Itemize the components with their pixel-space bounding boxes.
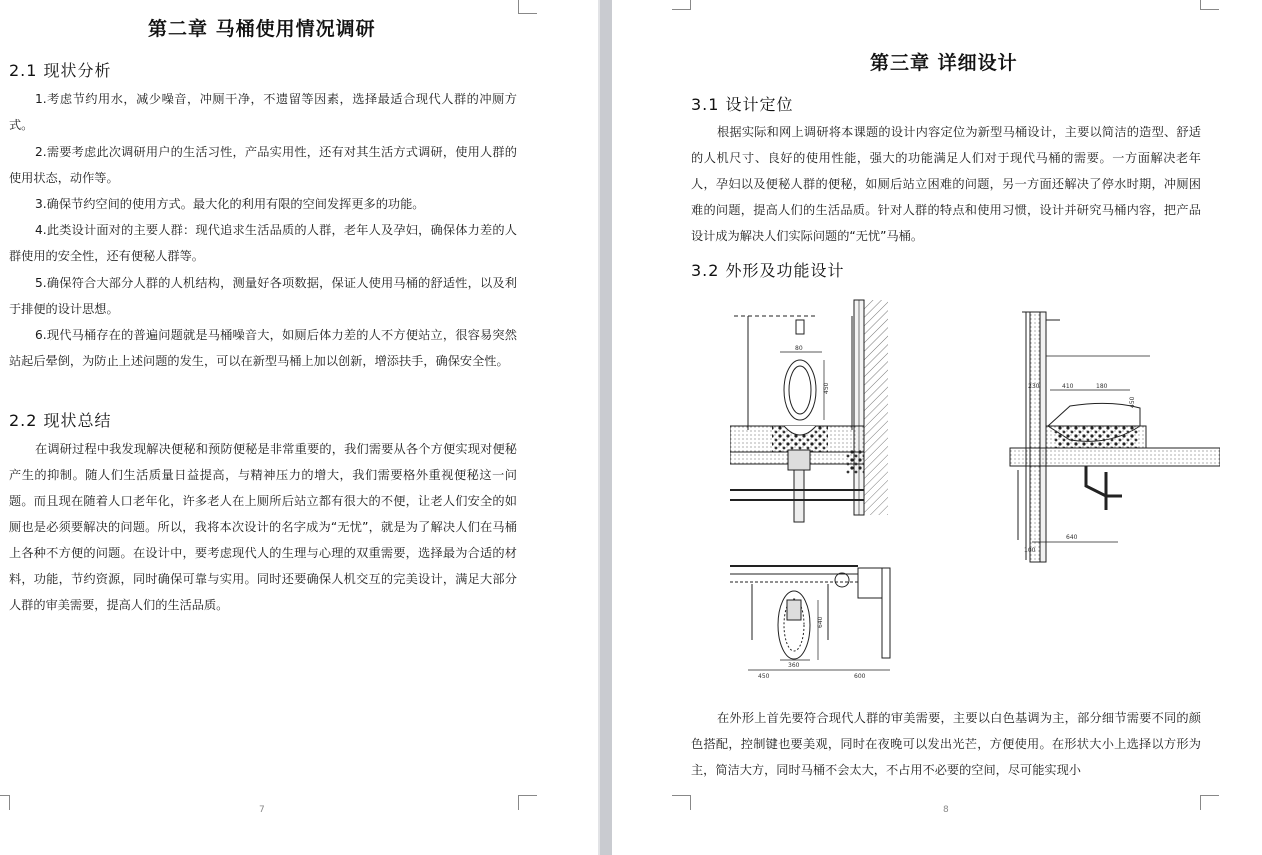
dimension-label: 230 xyxy=(1028,383,1040,390)
crop-mark xyxy=(0,795,10,810)
chapter-title: 第二章 马桶使用情况调研 xyxy=(148,18,376,40)
toilet-technical-drawing xyxy=(730,290,1220,690)
dimension-label: 100 xyxy=(1024,547,1036,554)
dimension-label: 640 xyxy=(1066,534,1078,541)
page-number: 8 xyxy=(943,805,949,815)
chapter-title: 第三章 详细设计 xyxy=(870,52,1018,74)
dimension-label: 450 xyxy=(1129,396,1136,408)
dimension-label: 450 xyxy=(823,382,830,394)
list-item: 4.此类设计面对的主要人群：现代追求生活品质的人群，老年人及孕妇，确保体力差的人群使用的安全性，还有便秘人群等。 xyxy=(9,223,517,263)
dimension-label: 600 xyxy=(854,673,866,680)
section-heading: 3.2 外形及功能设计 xyxy=(691,261,845,280)
dimension-label: 80 xyxy=(795,345,803,352)
side-view xyxy=(1010,312,1220,562)
crop-mark xyxy=(518,795,537,810)
list-item: 2.需要考虑此次调研用户的生活习性，产品实用性，还有对其生活方式调研，使用人群的使用状态，动作等。 xyxy=(9,145,517,185)
dimension-label: 640 xyxy=(817,616,824,628)
positioning-paragraph: 根据实际和网上调研将本课题的设计内容定位为新型马桶设计，主要以简洁的造型、舒适的人机尺寸、良好的使用性能，强大的功能满足人们对于现代马桶的需要。一方面解决老年人，孕妇以及便秘人群的便秘，如厕后站立困难的问题，另一方面还解决了停水时期，冲厕困难的问题，提高人们的生活品质。针对人群的特点和使用习惯，设计并研究马桶内容，把产品设计成为解决人们实际问题的“无忧”马桶。 xyxy=(691,125,1201,243)
document-page-left xyxy=(0,0,598,855)
crop-mark xyxy=(518,0,537,14)
page-number: 7 xyxy=(259,805,265,815)
dimension-label: 450 xyxy=(758,673,770,680)
document-page-right xyxy=(612,0,1262,855)
front-view xyxy=(730,300,888,522)
crop-mark xyxy=(1200,0,1219,10)
plan-view xyxy=(730,566,890,670)
crop-mark xyxy=(672,795,691,810)
shape-paragraph: 在外形上首先要符合现代人群的审美需要，主要以白色基调为主，部分细节需要不同的颜色搭配，控制键也要美观，同时在夜晚可以发出光芒，方便使用。在形状大小上选择以方形为主，简洁大方，同时马桶不会太大，不占用不必要的空间，尽可能实现小 xyxy=(691,711,1201,777)
section-heading: 2.1 现状分析 xyxy=(9,61,112,80)
dimension-label: 410 xyxy=(1062,383,1074,390)
list-item: 3.确保节约空间的使用方式。最大化的利用有限的空间发挥更多的功能。 xyxy=(35,197,425,211)
crop-mark xyxy=(1200,795,1219,810)
section-heading: 3.1 设计定位 xyxy=(691,95,794,114)
list-item: 5.确保符合大部分人群的人机结构，测量好各项数据，保证人使用马桶的舒适性，以及利于排便的设计思想。 xyxy=(9,276,517,316)
section-heading: 2.2 现状总结 xyxy=(9,411,112,430)
dimension-label: 180 xyxy=(1096,383,1108,390)
page-gutter xyxy=(598,0,612,855)
dimension-label: 360 xyxy=(788,662,800,669)
list-item: 1.考虑节约用水，减少噪音，冲厕干净，不遗留等因素，选择最适合现代人群的冲厕方式。 xyxy=(9,92,517,132)
crop-mark xyxy=(672,0,691,10)
list-item: 6.现代马桶存在的普遍问题就是马桶噪音大，如厕后体力差的人不方便站立，很容易突然站起后晕倒，为防止上述问题的发生，可以在新型马桶上加以创新，增添扶手，确保安全性。 xyxy=(9,328,517,368)
summary-paragraph: 在调研过程中我发现解决便秘和预防便秘是非常重要的，我们需要从各个方便实现对便秘产生的抑制。随人们生活质量日益提高，与精神压力的增大，我们需要格外重视便秘这一问题。而且现在随着人口老年化，许多老人在上厕所后站立都有很大的不便，让老人们安全的如厕也是必须要解决的问题。所以，我将本次设计的名字成为“无忧”，就是为了解决人们在马桶上各种不方便的问题。在设计中，要考虑现代人的生理与心理的双重需要，选择最为合适的材料，功能，节约资源，同时确保可靠与实用。同时还要确保人机交互的完美设计，满足大部分人群的审美需要，提高人们的生活品质。 xyxy=(9,442,517,612)
